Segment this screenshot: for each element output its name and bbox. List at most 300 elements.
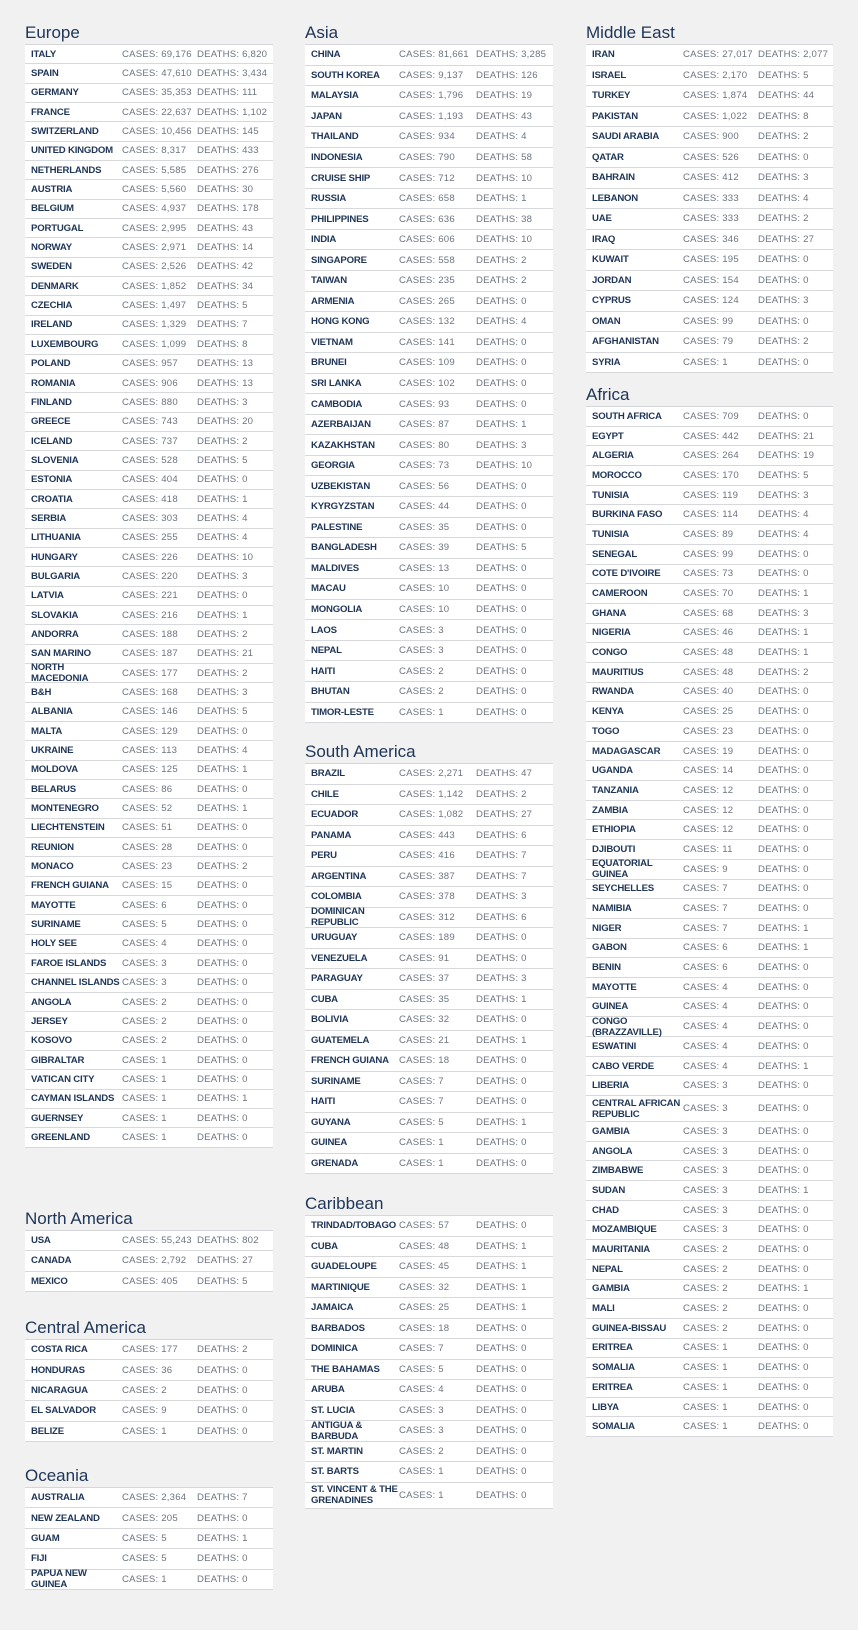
country-name: SENEGAL — [592, 548, 637, 560]
cases-count: CASES: 93 — [399, 398, 450, 410]
cases-count: CASES: 226 — [122, 551, 178, 563]
cases-count: CASES: 880 — [122, 396, 178, 408]
table-row — [586, 86, 833, 107]
country-name: FRANCE — [31, 106, 70, 118]
table-row — [305, 127, 553, 148]
table-row — [305, 1442, 553, 1463]
deaths-count: DEATHS: 0 — [476, 295, 527, 307]
table-row — [305, 1298, 553, 1319]
cases-count: CASES: 3 — [683, 1224, 728, 1236]
country-name: ROMANIA — [31, 377, 76, 389]
deaths-count: DEATHS: 0 — [197, 1425, 248, 1437]
table-row — [25, 935, 273, 954]
cases-count: CASES: 40 — [683, 686, 734, 698]
cases-count: CASES: 1 — [122, 1073, 167, 1085]
cases-count: CASES: 5 — [122, 919, 167, 931]
table-row — [25, 1360, 273, 1380]
table-row — [586, 1037, 833, 1057]
country-name: DJIBOUTI — [592, 843, 636, 855]
cases-count: CASES: 1 — [399, 1157, 444, 1169]
deaths-count: DEATHS: 0 — [758, 981, 809, 993]
table-row — [305, 168, 553, 189]
deaths-count: DEATHS: 0 — [758, 686, 809, 698]
table-row — [586, 939, 833, 959]
deaths-count: DEATHS: 0 — [197, 1405, 248, 1417]
country-name: THAILAND — [311, 131, 359, 143]
deaths-count: DEATHS: 0 — [476, 1096, 527, 1108]
cases-count: CASES: 743 — [122, 416, 178, 428]
table-row — [586, 899, 833, 919]
country-name: SOMALIA — [592, 1362, 635, 1374]
cases-count: CASES: 221 — [122, 590, 178, 602]
cases-count: CASES: 2 — [122, 1035, 167, 1047]
cases-count: CASES: 113 — [122, 745, 178, 757]
table-row — [586, 1201, 833, 1221]
country-name: MAURITIUS — [592, 666, 644, 678]
deaths-count: DEATHS: 0 — [197, 841, 248, 853]
deaths-count: DEATHS: 2 — [197, 667, 248, 679]
region-middle-east — [586, 22, 833, 373]
cases-count: CASES: 5 — [399, 1116, 444, 1128]
country-name: BELARUS — [31, 783, 76, 795]
table-row — [25, 741, 273, 760]
country-name: ST. VINCENT & THE GRENADINES — [311, 1484, 398, 1506]
country-name: MALTA — [31, 725, 63, 737]
cases-count: CASES: 102 — [399, 378, 455, 390]
country-name: HOLY SEE — [31, 938, 77, 950]
table-row — [305, 579, 553, 600]
cases-count: CASES: 4 — [683, 1060, 728, 1072]
cases-count: CASES: 1,022 — [683, 110, 748, 122]
country-name: BAHRAIN — [592, 172, 635, 184]
cases-count: CASES: 22,637 — [122, 106, 192, 118]
deaths-count: DEATHS: 0 — [758, 863, 809, 875]
country-name: MAURITANIA — [592, 1244, 651, 1256]
country-name: CONGO (BRAZZAVILLE) — [592, 1015, 662, 1038]
cases-count: CASES: 56 — [399, 480, 450, 492]
deaths-count: DEATHS: 0 — [197, 1015, 248, 1027]
cases-count: CASES: 189 — [399, 932, 455, 944]
deaths-count: DEATHS: 13 — [197, 377, 254, 389]
deaths-count: DEATHS: 13 — [197, 358, 254, 370]
cases-count: CASES: 27,017 — [683, 49, 753, 61]
deaths-count: DEATHS: 0 — [476, 398, 527, 410]
country-name: GAMBIA — [592, 1283, 630, 1295]
table-row — [305, 538, 553, 559]
country-name: SAN MARINO — [31, 648, 91, 660]
table-row — [305, 908, 553, 929]
country-name: SURINAME — [311, 1075, 361, 1087]
cases-count: CASES: 3 — [399, 1404, 444, 1416]
table-row — [586, 505, 833, 525]
cases-count: CASES: 5,560 — [122, 184, 187, 196]
cases-count: CASES: 1 — [122, 1112, 167, 1124]
cases-count: CASES: 790 — [399, 152, 455, 163]
deaths-count: DEATHS: 0 — [197, 938, 248, 950]
country-name: IRAQ — [592, 233, 616, 245]
country-name: TOGO — [592, 725, 620, 737]
cases-count: CASES: 177 — [122, 667, 178, 679]
country-name: OMAN — [592, 315, 621, 327]
country-name: PALESTINE — [311, 521, 363, 533]
cases-count: CASES: 737 — [122, 435, 178, 447]
table-row — [25, 1529, 273, 1549]
cases-count: CASES: 636 — [399, 213, 455, 225]
country-name: GUADELOUPE — [311, 1261, 377, 1273]
table-row — [305, 1092, 553, 1113]
country-name: NAMIBIA — [592, 903, 632, 915]
table-row — [586, 919, 833, 939]
table-row — [25, 277, 273, 296]
cases-count: CASES: 312 — [399, 911, 455, 923]
table-row — [25, 84, 273, 103]
country-name: CANADA — [31, 1255, 72, 1267]
table-row — [305, 1133, 553, 1154]
deaths-count: DEATHS: 8 — [197, 338, 248, 350]
table-row — [586, 1096, 833, 1122]
region-title: Middle East — [586, 23, 675, 42]
country-name: UZBEKISTAN — [311, 480, 371, 492]
deaths-count: DEATHS: 2 — [197, 861, 248, 873]
deaths-count: DEATHS: 38 — [476, 213, 533, 225]
cases-count: CASES: 1 — [683, 356, 728, 368]
country-table — [25, 1339, 273, 1442]
table-row — [305, 189, 553, 210]
cases-count: CASES: 526 — [683, 151, 739, 163]
cases-count: CASES: 19 — [683, 745, 734, 757]
deaths-count: DEATHS: 2 — [197, 628, 248, 640]
cases-count: CASES: 528 — [122, 454, 178, 466]
deaths-count: DEATHS: 1 — [476, 419, 527, 431]
cases-count: CASES: 1 — [399, 706, 444, 718]
country-name: NEPAL — [592, 1263, 623, 1275]
deaths-count: DEATHS: 0 — [197, 1573, 248, 1585]
table-row — [586, 860, 833, 880]
cases-count: CASES: 28 — [122, 841, 173, 853]
deaths-count: DEATHS: 2 — [758, 131, 809, 143]
country-name: KAZAKHSTAN — [311, 439, 375, 451]
cases-count: CASES: 2,170 — [683, 69, 748, 81]
country-name: ARUBA — [311, 1384, 345, 1396]
cases-count: CASES: 80 — [399, 439, 450, 451]
table-row — [305, 333, 553, 354]
table-row — [25, 258, 273, 277]
table-row — [25, 896, 273, 915]
country-name: SINGAPORE — [311, 254, 367, 266]
cases-count: CASES: 1 — [122, 1054, 167, 1066]
cases-count: CASES: 443 — [399, 829, 455, 841]
deaths-count: DEATHS: 0 — [476, 1137, 527, 1149]
country-name: JAPAN — [311, 110, 342, 122]
table-row — [586, 148, 833, 169]
country-name: POLAND — [31, 358, 71, 370]
deaths-count: DEATHS: 1 — [476, 1261, 527, 1273]
table-row — [305, 1216, 553, 1237]
cases-count: CASES: 2,364 — [122, 1492, 187, 1504]
table-row — [586, 466, 833, 486]
cases-count: CASES: 957 — [122, 358, 178, 370]
country-name: MONGOLIA — [311, 604, 363, 616]
deaths-count: DEATHS: 2 — [197, 1344, 248, 1356]
country-name: CAYMAN ISLANDS — [31, 1093, 115, 1105]
deaths-count: DEATHS: 0 — [197, 1131, 248, 1143]
cases-count: CASES: 21 — [399, 1034, 450, 1046]
table-row — [305, 518, 553, 539]
country-name: CZECHIA — [31, 300, 73, 312]
country-name: SRI LANKA — [311, 378, 362, 390]
table-row — [25, 180, 273, 199]
country-name: GUINEA — [311, 1137, 348, 1149]
table-row — [586, 840, 833, 860]
country-name: MAYOTTE — [592, 981, 637, 993]
country-name: ECUADOR — [311, 809, 359, 821]
country-name: TANZANIA — [592, 784, 639, 796]
deaths-count: DEATHS: 5 — [197, 706, 248, 718]
cases-count: CASES: 5 — [122, 1532, 167, 1544]
country-name: BULGARIA — [31, 570, 81, 582]
deaths-count: DEATHS: 0 — [758, 1381, 809, 1393]
table-row — [586, 801, 833, 821]
country-name: INDONESIA — [311, 152, 363, 163]
country-name: TUNISIA — [592, 489, 629, 501]
country-name: BRAZIL — [311, 768, 345, 780]
deaths-count: DEATHS: 2 — [476, 788, 527, 800]
deaths-count: DEATHS: 0 — [758, 784, 809, 796]
table-row — [586, 643, 833, 663]
table-row — [25, 1109, 273, 1128]
country-name: HUNGARY — [31, 551, 78, 563]
country-name: CHAD — [592, 1204, 619, 1216]
deaths-count: DEATHS: 0 — [197, 1073, 248, 1085]
cases-count: CASES: 1 — [683, 1342, 728, 1354]
country-table — [586, 406, 833, 1437]
deaths-count: DEATHS: 0 — [476, 1363, 527, 1375]
cases-count: CASES: 5 — [399, 1363, 444, 1375]
deaths-count: DEATHS: 30 — [197, 184, 254, 196]
table-row — [305, 600, 553, 621]
country-name: ICELAND — [31, 435, 73, 447]
country-table — [305, 44, 553, 723]
country-name: SOUTH KOREA — [311, 69, 380, 81]
country-name: DOMINICA — [311, 1343, 358, 1355]
deaths-count: DEATHS: 2 — [758, 213, 809, 225]
table-row — [586, 1299, 833, 1319]
cases-count: CASES: 333 — [683, 192, 739, 204]
deaths-count: DEATHS: 6 — [476, 829, 527, 841]
country-name: GUYANA — [311, 1116, 351, 1128]
deaths-count: DEATHS: 5 — [197, 454, 248, 466]
deaths-count: DEATHS: 0 — [476, 665, 527, 677]
cases-count: CASES: 89 — [683, 528, 734, 540]
deaths-count: DEATHS: 1 — [197, 803, 248, 815]
deaths-count: DEATHS: 1 — [758, 1060, 809, 1072]
deaths-count: DEATHS: 0 — [758, 1103, 809, 1115]
table-row — [305, 415, 553, 436]
deaths-count: DEATHS: 0 — [758, 725, 809, 737]
deaths-count: DEATHS: 3,434 — [197, 68, 268, 80]
cases-count: CASES: 10 — [399, 604, 450, 616]
cases-count: CASES: 7 — [683, 883, 728, 895]
deaths-count: DEATHS: 111 — [197, 87, 258, 99]
deaths-count: DEATHS: 178 — [197, 203, 259, 215]
cases-count: CASES: 177 — [122, 1344, 178, 1356]
country-name: ALGERIA — [592, 450, 634, 462]
country-table — [586, 44, 833, 373]
cases-count: CASES: 2,995 — [122, 222, 187, 234]
country-name: ANDORRA — [31, 628, 79, 640]
deaths-count: DEATHS: 0 — [758, 706, 809, 718]
deaths-count: DEATHS: 0 — [197, 822, 248, 834]
deaths-count: DEATHS: 1 — [476, 193, 527, 205]
country-name: ANGOLA — [592, 1145, 633, 1157]
deaths-count: DEATHS: 1 — [758, 647, 809, 659]
cases-count: CASES: 44 — [399, 501, 450, 513]
table-row — [586, 1221, 833, 1241]
deaths-count: DEATHS: 0 — [197, 1384, 248, 1396]
table-row — [586, 584, 833, 604]
cases-count: CASES: 404 — [122, 474, 178, 486]
country-name: GEORGIA — [311, 460, 355, 472]
cases-count: CASES: 119 — [683, 489, 739, 501]
country-name: KENYA — [592, 706, 624, 718]
table-row — [25, 1508, 273, 1528]
cases-count: CASES: 87 — [399, 419, 450, 431]
country-table — [25, 1487, 273, 1590]
deaths-count: DEATHS: 2 — [197, 435, 248, 447]
country-name: GUINEA-BISSAU — [592, 1322, 667, 1334]
country-name: IRAN — [592, 49, 615, 61]
table-row — [25, 1070, 273, 1089]
cases-count: CASES: 606 — [399, 234, 455, 246]
country-name: PANAMA — [311, 829, 352, 841]
country-name: BELIZE — [31, 1425, 64, 1437]
deaths-count: DEATHS: 0 — [758, 568, 809, 580]
table-row — [586, 1017, 833, 1037]
deaths-count: DEATHS: 0 — [476, 952, 527, 964]
deaths-count: DEATHS: 42 — [197, 261, 254, 273]
cases-count: CASES: 39 — [399, 542, 450, 554]
cases-count: CASES: 7 — [683, 903, 728, 915]
cases-count: CASES: 4 — [122, 938, 167, 950]
table-row — [305, 271, 553, 292]
cases-count: CASES: 70 — [683, 588, 734, 600]
country-name: HAITI — [311, 1096, 336, 1108]
table-row — [586, 722, 833, 742]
cases-count: CASES: 125 — [122, 764, 178, 776]
deaths-count: DEATHS: 0 — [758, 1362, 809, 1374]
country-name: ANTIGUA & BARBUDA — [311, 1419, 363, 1442]
deaths-count: DEATHS: 0 — [476, 583, 527, 595]
deaths-count: DEATHS: 0 — [476, 378, 527, 390]
deaths-count: DEATHS: 0 — [758, 1401, 809, 1413]
country-name: TRINDAD/TOBAGO — [311, 1220, 396, 1232]
cases-count: CASES: 9 — [683, 863, 728, 875]
cases-count: CASES: 23 — [122, 861, 173, 873]
country-name: FINLAND — [31, 396, 72, 408]
deaths-count: DEATHS: 0 — [758, 1421, 809, 1433]
table-row — [305, 1154, 553, 1175]
table-row — [25, 316, 273, 335]
country-name: ST. LUCIA — [311, 1404, 356, 1416]
country-name: AUSTRIA — [31, 184, 73, 196]
deaths-count: DEATHS: 433 — [197, 145, 259, 157]
cases-count: CASES: 73 — [683, 568, 734, 580]
table-row — [305, 1031, 553, 1052]
country-name: LUXEMBOURG — [31, 338, 99, 350]
deaths-count: DEATHS: 0 — [476, 604, 527, 616]
table-row — [25, 1090, 273, 1109]
deaths-count: DEATHS: 1 — [197, 1532, 248, 1544]
deaths-count: DEATHS: 0 — [758, 254, 809, 266]
deaths-count: DEATHS: 10 — [476, 172, 533, 184]
cases-count: CASES: 1,099 — [122, 338, 187, 350]
country-name: HONG KONG — [311, 316, 370, 328]
deaths-count: DEATHS: 5 — [758, 469, 809, 481]
cases-count: CASES: 37 — [399, 973, 450, 985]
cases-count: CASES: 32 — [399, 1281, 450, 1293]
table-row — [305, 1278, 553, 1299]
country-name: EL SALVADOR — [31, 1405, 96, 1417]
cases-count: CASES: 1,796 — [399, 90, 464, 102]
table-row — [25, 587, 273, 606]
deaths-count: DEATHS: 0 — [476, 336, 527, 348]
country-name: MALDIVES — [311, 562, 359, 574]
country-name: KOSOVO — [31, 1035, 72, 1047]
table-row — [25, 1272, 273, 1292]
cases-count: CASES: 48 — [399, 1240, 450, 1252]
country-name: ERITREA — [592, 1342, 633, 1354]
table-row — [25, 548, 273, 567]
deaths-count: DEATHS: 0 — [758, 1322, 809, 1334]
table-row — [25, 355, 273, 374]
country-name: URUGUAY — [311, 932, 358, 944]
country-name: TAIWAN — [311, 275, 347, 287]
deaths-count: DEATHS: 0 — [197, 1553, 248, 1565]
cases-count: CASES: 5,585 — [122, 164, 187, 176]
country-name: BENIN — [592, 962, 621, 974]
deaths-count: DEATHS: 0 — [758, 1303, 809, 1315]
country-name: CROATIA — [31, 493, 73, 505]
cases-count: CASES: 4,937 — [122, 203, 187, 215]
country-name: SYRIA — [592, 356, 621, 368]
table-row — [586, 525, 833, 545]
table-row — [586, 291, 833, 312]
table-row — [586, 1339, 833, 1359]
cases-count: CASES: 2,792 — [122, 1255, 187, 1267]
cases-count: CASES: 51 — [122, 822, 173, 834]
country-name: ESTONIA — [31, 474, 73, 486]
cases-count: CASES: 2 — [399, 686, 444, 698]
cases-count: CASES: 2,971 — [122, 242, 187, 254]
table-row — [305, 661, 553, 682]
region-title: Central America — [25, 1318, 146, 1337]
cases-count: CASES: 906 — [122, 377, 178, 389]
country-name: SWEDEN — [31, 261, 72, 273]
deaths-count: DEATHS: 43 — [476, 110, 533, 122]
table-row — [25, 625, 273, 644]
cases-count: CASES: 2 — [683, 1263, 728, 1275]
country-name: GUERNSEY — [31, 1112, 84, 1124]
country-name: ERITREA — [592, 1381, 633, 1393]
country-name: GREECE — [31, 416, 71, 428]
table-row — [305, 1319, 553, 1340]
table-row — [586, 250, 833, 271]
deaths-count: DEATHS: 0 — [197, 1512, 248, 1524]
cases-count: CASES: 86 — [122, 783, 173, 795]
table-row — [586, 271, 833, 292]
cases-count: CASES: 418 — [122, 493, 178, 505]
deaths-count: DEATHS: 0 — [758, 1224, 809, 1236]
